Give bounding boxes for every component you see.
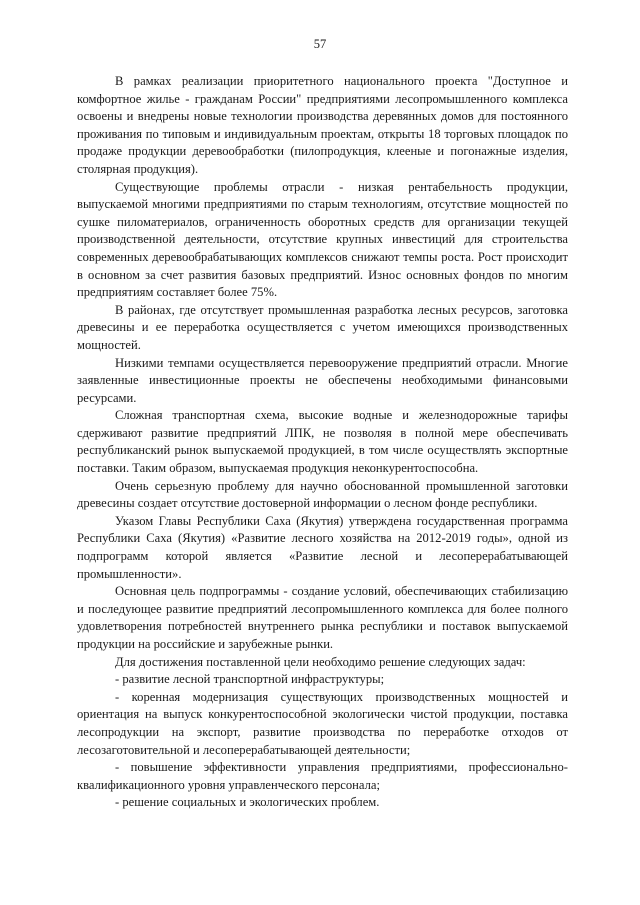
paragraph-housing-project: В рамках реализации приоритетного национального проекта "Доступное и комфортное жилье - гражданам России" предприятиями лесопромышленного комплекса освоены и внедрены новые технологии производства деревянных домов для постоянного проживания по типовым и индивидуальным проектам, открыты 18 торговых площадок по продаже продукции деревообработки (пилопродукция, клееные и погонажные изделия, столярная продукция). [77,74,568,176]
paragraph-transport: Сложная транспортная схема, высокие водные и железнодорожные тарифы сдерживают развитие предприятий ЛПК, не позволяя в полной мере обеспечивать республиканский рынок выпускаемой продукцией, в том числе осуществлять экспортные поставки. Таким образом, выпускаемая продукция неконкурентоспособна. [77,408,568,476]
document-body [77,73,568,812]
paragraph-subprogram-goal: Основная цель подпрограммы - создание условий, обеспечивающих стабилизацию и последующее развитие предприятий лесопромышленного комплекса для более полного удовлетворения потребностей внутреннего рынка республики и поставок выпускаемой продукции на российские и зарубежные рынки. [77,584,568,651]
task-list-item: - решение социальных и экологических проблем. [115,795,380,810]
task-list-item: - коренная модернизация существующих производственных мощностей и ориентация на выпуск конкурентоспособной экологически чистой продукции, поставка лесопродукции на экспорт, развитие производства по переработке отходов от лесозаготовительной и лесоперерабатывающей деятельности; [77,689,568,757]
task-list-item: - развитие лесной транспортной инфраструктуры; [115,672,385,687]
paragraph-tasks-intro: Для достижения поставленной цели необходимо решение следующих задач: [115,654,526,669]
task-list-item: - повышение эффективности управления предприятиями, профессионально-квалификационного уровня управленческого персонала; [77,760,568,792]
paragraph-decree: Указом Главы Республики Саха (Якутия) утверждена государственная программа Республики Саха (Якутия) «Развитие лесного хозяйства на 2012-2019 годы», одной из подпрограмм которой является «Развитие лесной и лесоперерабатывающей промышленности». [77,513,568,581]
paragraph-industry-problems: Существующие проблемы отрасли - низкая рентабельность продукции, выпускаемой многими предприятиями по старым технологиям, отсутствие мощностей по сушке пиломатериалов, ограниченность оборотных средств для организации текущей производственной деятельности, отсутствие крупных инвестиций для строительства современных деревообрабатывающих комплексов снижают темпы роста. Рост происходит в основном за счет развития базовых предприятий. Износ основных фондов по многим предприятиям составляет более 75%. [77,179,568,300]
page-number: 57 [313,37,327,51]
paragraph-reequipment: Низкими темпами осуществляется перевооружение предприятий отрасли. Многие заявленные инвестиционные проекты не обеспечены необходимыми финансовыми ресурсами. [77,355,568,405]
paragraph-districts: В районах, где отсутствует промышленная разработка лесных ресурсов, заготовка древесины и ее переработка осуществляется с учетом имеющихся производственных мощностей. [77,302,568,352]
paragraph-forest-data: Очень серьезную проблему для научно обоснованной промышленной заготовки древесины создает отсутствие достоверной информации о лесном фонде республики. [77,478,568,511]
